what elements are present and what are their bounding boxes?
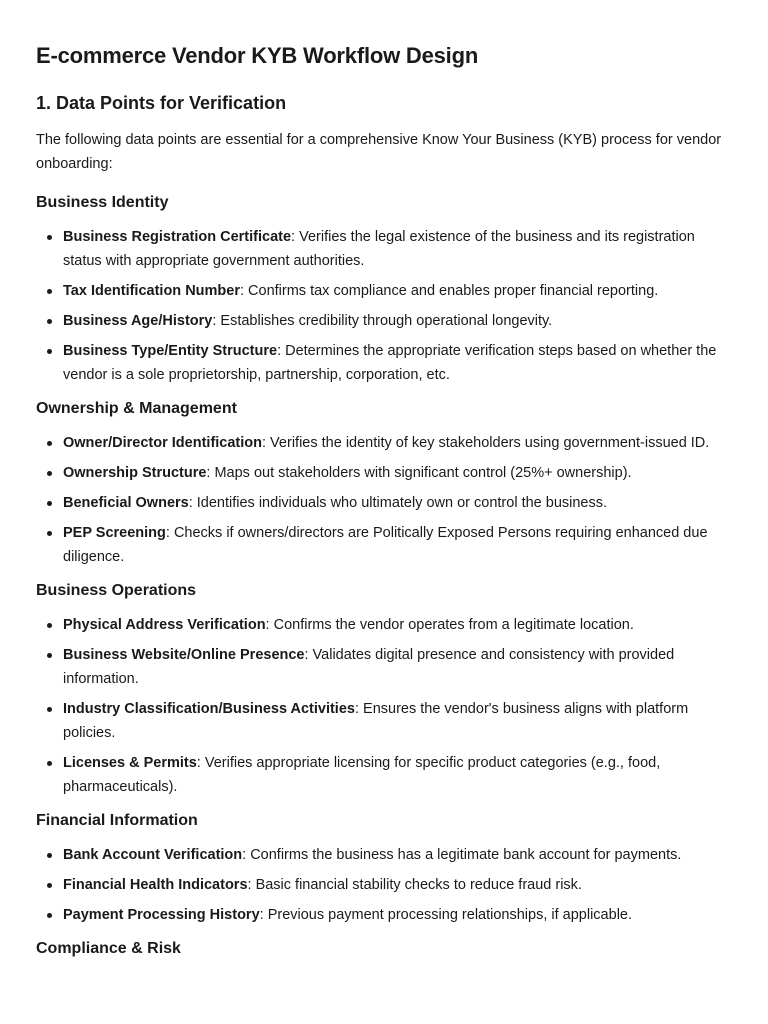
list-item: [63, 339, 732, 387]
section-heading: 1. Data Points for Verification: [36, 93, 287, 113]
list-item-description: : Checks if owners/directors are Politically Exposed Persons requiring enhanced due diligence.: [63, 525, 708, 565]
list-item-description: : Confirms tax compliance and enables proper financial reporting.: [239, 283, 659, 299]
list-item: [63, 643, 732, 691]
list-item-description: : Identifies individuals who ultimately own or control the business.: [188, 495, 608, 511]
list-item-description: : Verifies appropriate licensing for specific product categories (e.g., food, pharmaceuticals).: [63, 755, 661, 795]
list-item-description: : Previous payment processing relationships, if applicable.: [259, 907, 633, 923]
list-item-term: Financial Health Indicators: [63, 877, 248, 893]
bullet-list: [36, 431, 732, 569]
list-item: [63, 751, 732, 799]
list-item: [63, 491, 732, 515]
list-item-description: : Determines the appropriate verification steps based on whether the vendor is a sole proprietorship, partnership, corporation, etc.: [63, 343, 717, 383]
bullet-list: [36, 843, 732, 927]
list-item-description: : Establishes credibility through operational longevity.: [212, 313, 553, 329]
list-item-term: Beneficial Owners: [63, 495, 189, 511]
group-heading: Compliance & Risk: [36, 940, 181, 957]
list-item-description: : Verifies the legal existence of the business and its registration status with appropriate government authorities.: [63, 229, 695, 269]
group-heading: Ownership & Management: [36, 400, 237, 417]
list-item-term: Industry Classification/Business Activities: [63, 701, 355, 717]
list-item-description: : Ensures the vendor's business aligns with platform policies.: [63, 701, 689, 741]
list-item-term: Physical Address Verification: [63, 617, 266, 633]
list-item-term: Ownership Structure: [63, 465, 207, 481]
list-item-term: Business Type/Entity Structure: [63, 343, 278, 359]
list-item: [63, 431, 732, 455]
list-item: [63, 521, 732, 569]
list-item-term: Licenses & Permits: [63, 755, 197, 771]
list-item: [63, 903, 732, 927]
list-item: [63, 697, 732, 745]
list-item-description: : Confirms the business has a legitimate bank account for payments.: [242, 847, 682, 863]
list-item-term: Payment Processing History: [63, 907, 260, 923]
bullet-list: [36, 225, 732, 387]
group-heading: Business Operations: [36, 582, 197, 599]
bullet-list: [36, 613, 732, 799]
list-item-term: Business Registration Certificate: [63, 229, 292, 245]
list-item-term: Tax Identification Number: [63, 283, 240, 299]
list-item-description: : Verifies the identity of key stakeholders using government-issued ID.: [262, 435, 710, 451]
list-item-description: : Validates digital presence and consistency with provided information.: [63, 647, 675, 687]
list-item-description: : Maps out stakeholders with significant control (25%+ ownership).: [206, 465, 632, 481]
group-heading: Financial Information: [36, 812, 198, 829]
list-item: [63, 843, 732, 867]
list-item: [63, 613, 732, 637]
list-item-description: : Confirms the vendor operates from a legitimate location.: [265, 617, 634, 633]
list-item: [63, 873, 732, 897]
intro-paragraph: The following data points are essential for a comprehensive Know Your Business (KYB) process for vendor onboarding:: [36, 132, 722, 172]
list-item: [63, 309, 732, 333]
document-title: E-commerce Vendor KYB Workflow Design: [36, 43, 479, 68]
verification-groups: [36, 191, 732, 961]
list-item-term: Business Age/History: [63, 313, 213, 329]
list-item: [63, 279, 732, 303]
list-item-term: Bank Account Verification: [63, 847, 243, 863]
list-item-term: Owner/Director Identification: [63, 435, 262, 451]
list-item-term: PEP Screening: [63, 525, 166, 541]
list-item-description: : Basic financial stability checks to reduce fraud risk.: [247, 877, 582, 893]
list-item-term: Business Website/Online Presence: [63, 647, 305, 663]
list-item: [63, 225, 732, 273]
group-heading: Business Identity: [36, 194, 169, 211]
list-item: [63, 461, 732, 485]
